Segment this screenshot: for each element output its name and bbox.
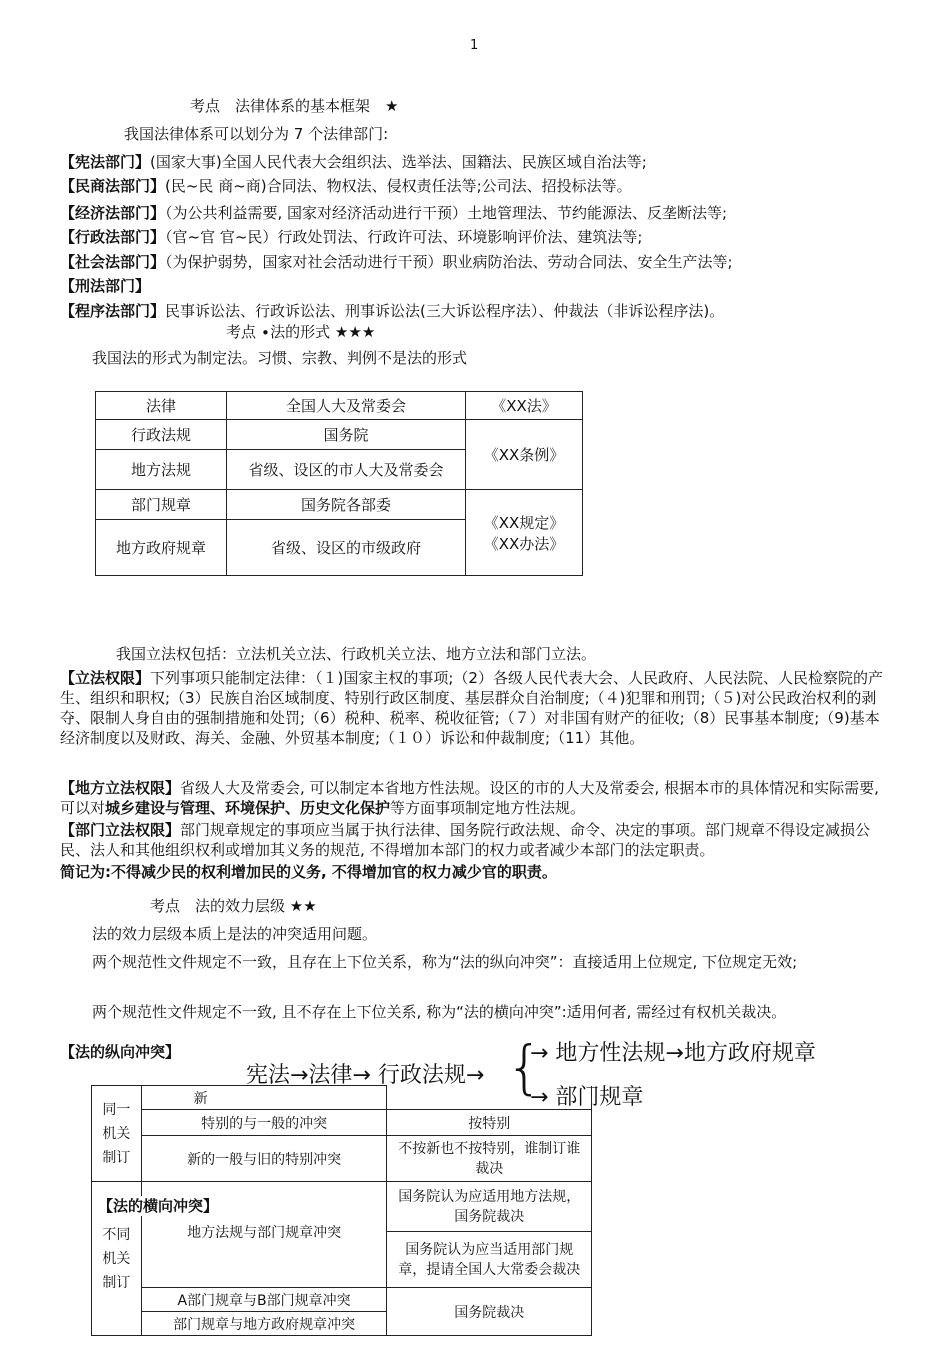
table-cell: 地方法规与部门规章冲突 (141, 1182, 387, 1288)
table-cell: 不按新也不按特别，谁制订谁裁决 (387, 1136, 592, 1182)
table-cell: 全国人大及常委会 (227, 392, 466, 420)
dept-text: （官~官 官~民）行政处罚法、行政许可法、环境影响评价法、建筑法等; (165, 228, 643, 246)
section4-p1: 法的效力层级本质上是法的冲突适用问题。 (92, 925, 378, 943)
dept-label: 【经济法部门】 (60, 204, 166, 222)
dept-label: 【宪法部门】 (60, 153, 151, 171)
section4-p2: 两个规范性文件规定不一致，且存在上下位关系，称为“法的纵向冲突”：直接适用上位规定, 下位规定无效; (92, 953, 798, 971)
legislative-text: 下列事项只能制定法律：（１)国家主权的事项;（2）各级人民代表大会、人民政府、人民法院、人民检察院的产生、组织和职权;（3）民族自治区域制度、特别行政区制度、基层群众自治制度;（４)犯罪和刑罚;（５)对公民政治权利的剥夺、限制人身自由的强制措施和处罚;（6）税种、税率、税收征管;（７）对非国有财产的征收;（8）民事基本制度;（9)基本经济制度以及财政、海关、金融、外贸基本制度;（１０）诉讼和仲裁制度;（11）其他。 (60, 669, 883, 747)
dept-row-5 (60, 276, 150, 296)
table-cell: 行政法规 (96, 420, 227, 450)
dept-power-text: 部门规章规定的事项应当属于执行法律、国务院行政法规、命令、决定的事项。部门规章不得设定减损公民、法人和其他组织权利或增加其义务的规范, 不得增加本部门的权力或者减少本部门的法定职责。 (60, 821, 871, 859)
dept-text: (民~民 商~商)合同法、物权法、侵权责任法等;公司法、招投标法等。 (165, 177, 632, 195)
table-cell: 国务院各部委 (227, 490, 466, 520)
local-power-paragraph (60, 778, 890, 818)
table-cell: 地方法规 (96, 450, 227, 490)
local-text-2: 等方面事项制定地方性法规。 (390, 799, 586, 817)
dept-label: 【社会法部门】 (60, 253, 166, 271)
table-cell: 部门规章 (96, 490, 227, 520)
summary-note: 简记为:不得减少民的权利增加民的义务, 不得增加官的权力减少官的职责。 (60, 863, 557, 881)
dept-label: 【行政法部门】 (60, 228, 166, 246)
brace-symbol: { (506, 1033, 543, 1101)
table-row (96, 420, 583, 450)
section2-intro: 我国法的形式为制定法。习惯、宗教、判例不是法的形式 (92, 349, 468, 367)
dept-label: 【民商法部门】 (60, 177, 166, 195)
table-cell: 国务院裁决 (387, 1288, 592, 1336)
legislative-power-paragraph (60, 668, 890, 748)
table-cell: 新 (141, 1086, 387, 1110)
page-number: 1 (470, 38, 479, 53)
table-row (96, 392, 583, 420)
section4-title: 考点 法的效力层级 ★★ (150, 897, 317, 915)
table-cell: 《XX条例》 (466, 420, 583, 490)
table-cell-line: 《XX办法》 (483, 534, 565, 553)
hierarchy-chain-bottom: → 部门规章 (530, 1085, 644, 1110)
table-cell (466, 490, 583, 576)
law-forms-table (95, 391, 583, 576)
table-cell: 省级、设区的市人大及常委会 (227, 450, 466, 490)
table-cell: 国务院 (227, 420, 466, 450)
dept-text: (国家大事)全国人民代表大会组织法、选举法、国籍法、民族区域自治法等; (150, 153, 647, 171)
same-org-cell: 同一机关制订 (92, 1086, 142, 1182)
dept-row-1 (60, 176, 632, 196)
section2-title: 考点 ∙法的形式 ★★★ (226, 323, 376, 341)
dept-label: 【刑法部门】 (60, 277, 151, 295)
table-cell: 国务院认为应当适用部门规章，提请全国人大常委会裁决 (387, 1232, 592, 1288)
table-cell: 省级、设区的市级政府 (227, 520, 466, 576)
table-row (96, 490, 583, 520)
table-cell: 特别的与一般的冲突 (141, 1110, 387, 1136)
dept-power-paragraph (60, 820, 890, 860)
table-cell: 法律 (96, 392, 227, 420)
dept-row-4 (60, 252, 733, 272)
diff-org-cell: 不同机关制订 (92, 1182, 142, 1336)
dept-row-0 (60, 152, 647, 172)
dept-row-3 (60, 227, 642, 247)
table-cell (387, 1086, 592, 1110)
section4-p3: 两个规范性文件规定不一致, 且不存在上下位关系, 称为“法的横向冲突”:适用何者, 需经过有权机关裁决。 (92, 1003, 787, 1021)
dept-label: 【程序法部门】 (60, 302, 166, 320)
vertical-conflict-label: 【法的纵向冲突】 (60, 1043, 181, 1061)
table-row (92, 1136, 592, 1182)
legislative-label: 【立法权限】 (60, 669, 151, 687)
legislation-intro: 我国立法权包括：立法机关立法、行政机关立法、地方立法和部门立法。 (116, 645, 597, 663)
table-row (92, 1086, 592, 1110)
section1-intro: 我国法律体系可以划分为 7 个法律部门: (124, 125, 389, 143)
table-cell-line: 《XX规定》 (483, 513, 565, 532)
dept-text: （为保护弱势，国家对社会活动进行干预）职业病防治法、劳动合同法、安全生产法等; (165, 253, 733, 271)
dept-power-label: 【部门立法权限】 (60, 821, 181, 839)
table-cell: 部门规章与地方政府规章冲突 (141, 1312, 387, 1336)
hierarchy-chain-main: 宪法→法律→ 行政法规→ (246, 1063, 485, 1088)
local-text-1: 省级人大及常委会, 可以制定本省地方性法规。设区的市的人大及常委会, 根据本市的具体情况和实际需要, 可以对 (60, 779, 879, 817)
table-cell: A部门规章与B部门规章冲突 (141, 1288, 387, 1312)
dept-row-6 (60, 301, 724, 321)
dept-text: 民事诉讼法、行政诉讼法、刑事诉讼法(三大诉讼程序法）、仲裁法（非诉讼程序法)。 (165, 302, 725, 320)
horizontal-conflict-label: 【法的横向冲突】 (98, 1197, 219, 1215)
section1-title: 考点 法律体系的基本框架 ★ (190, 97, 399, 115)
table-cell: 地方政府规章 (96, 520, 227, 576)
table-row (92, 1288, 592, 1312)
table-cell: 《XX法》 (466, 392, 583, 420)
hierarchy-chain-top: → 地方性法规→地方政府规章 (530, 1041, 816, 1066)
local-text-bold: 城乡建设与管理、环境保护、历史文化保护 (105, 799, 391, 817)
table-row (92, 1110, 592, 1136)
table-cell: 新的一般与旧的特别冲突 (141, 1136, 387, 1182)
dept-text: （为公共利益需要, 国家对经济活动进行干预）土地管理法、节约能源法、反垄断法等; (165, 204, 728, 222)
dept-row-2 (60, 203, 727, 223)
local-label: 【地方立法权限】 (60, 779, 181, 797)
table-cell: 按特别 (387, 1110, 592, 1136)
table-cell: 国务院认为应适用地方法规，国务院裁决 (387, 1182, 592, 1232)
